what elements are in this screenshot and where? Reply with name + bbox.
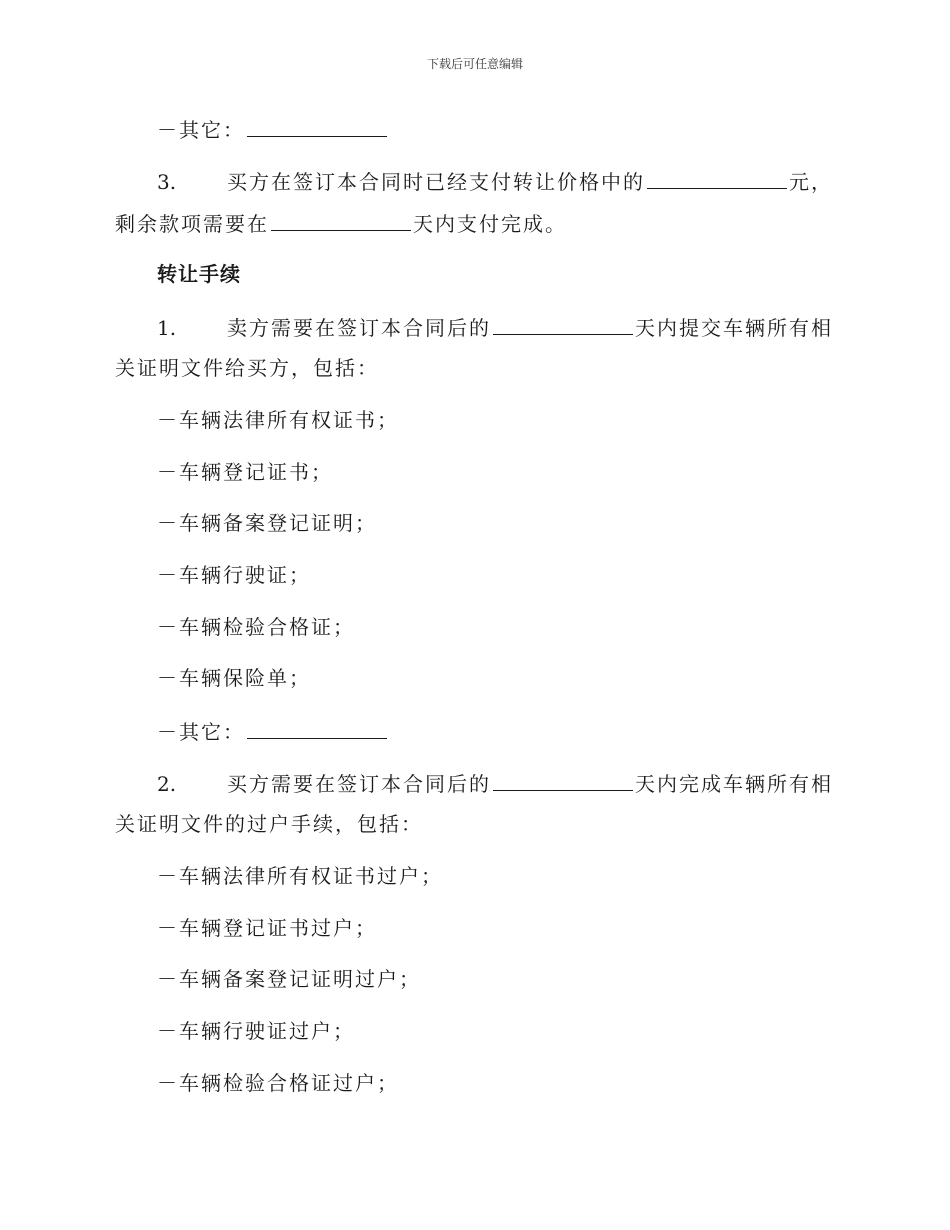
list-item: －车辆法律所有权证书； (157, 408, 399, 432)
clause-2-continued: 关证明文件的过户手续，包括： (115, 812, 423, 836)
list-item: －车辆检验合格证； (157, 615, 355, 639)
blank-field[interactable] (493, 770, 633, 791)
section-heading: 转让手续 (157, 262, 241, 286)
clause-text: 卖方需要在签订本合同后的 (227, 316, 491, 340)
list-item: －车辆登记证书过户； (157, 916, 377, 940)
blank-field[interactable] (247, 116, 387, 137)
blank-field[interactable] (271, 210, 411, 231)
clause-3-continued (115, 210, 567, 236)
blank-field[interactable] (247, 718, 387, 739)
list-item: －车辆法律所有权证书过户； (157, 864, 443, 888)
clause-text: 买方在签订本合同时已经支付转让价格中的 (227, 170, 645, 194)
clause-1-continued: 关证明文件给买方，包括： (115, 356, 379, 380)
list-item: －车辆检验合格证过户； (157, 1071, 399, 1095)
clause-text: 剩余款项需要在 (115, 212, 269, 236)
list-item: －车辆行驶证； (157, 563, 311, 587)
clause-number: 1. (157, 316, 177, 340)
list-item: －车辆行驶证过户； (157, 1019, 355, 1043)
item-other-1 (157, 116, 389, 142)
list-item: －车辆备案登记证明过户； (157, 967, 421, 991)
list-item: －车辆备案登记证明； (157, 511, 377, 535)
clause-number: 3. (157, 170, 177, 194)
item-other-2 (157, 718, 389, 744)
page-header: 下载后可任意编辑 (426, 57, 523, 71)
blank-field[interactable] (493, 314, 633, 335)
clause-2 (157, 770, 833, 796)
list-item: －车辆保险单； (157, 666, 311, 690)
clause-text: 买方需要在签订本合同后的 (227, 772, 491, 796)
blank-field[interactable] (647, 168, 787, 189)
clause-text: 天内完成车辆所有相 (635, 772, 833, 796)
clause-3 (157, 168, 833, 194)
item-label: －其它： (157, 720, 245, 744)
clause-text: 元， (789, 170, 833, 194)
clause-number: 2. (157, 772, 177, 796)
clause-text: 天内支付完成。 (413, 212, 567, 236)
list-item: －车辆登记证书； (157, 460, 333, 484)
item-label: －其它： (157, 118, 245, 142)
clause-text: 天内提交车辆所有相 (635, 316, 833, 340)
clause-1 (157, 314, 833, 340)
